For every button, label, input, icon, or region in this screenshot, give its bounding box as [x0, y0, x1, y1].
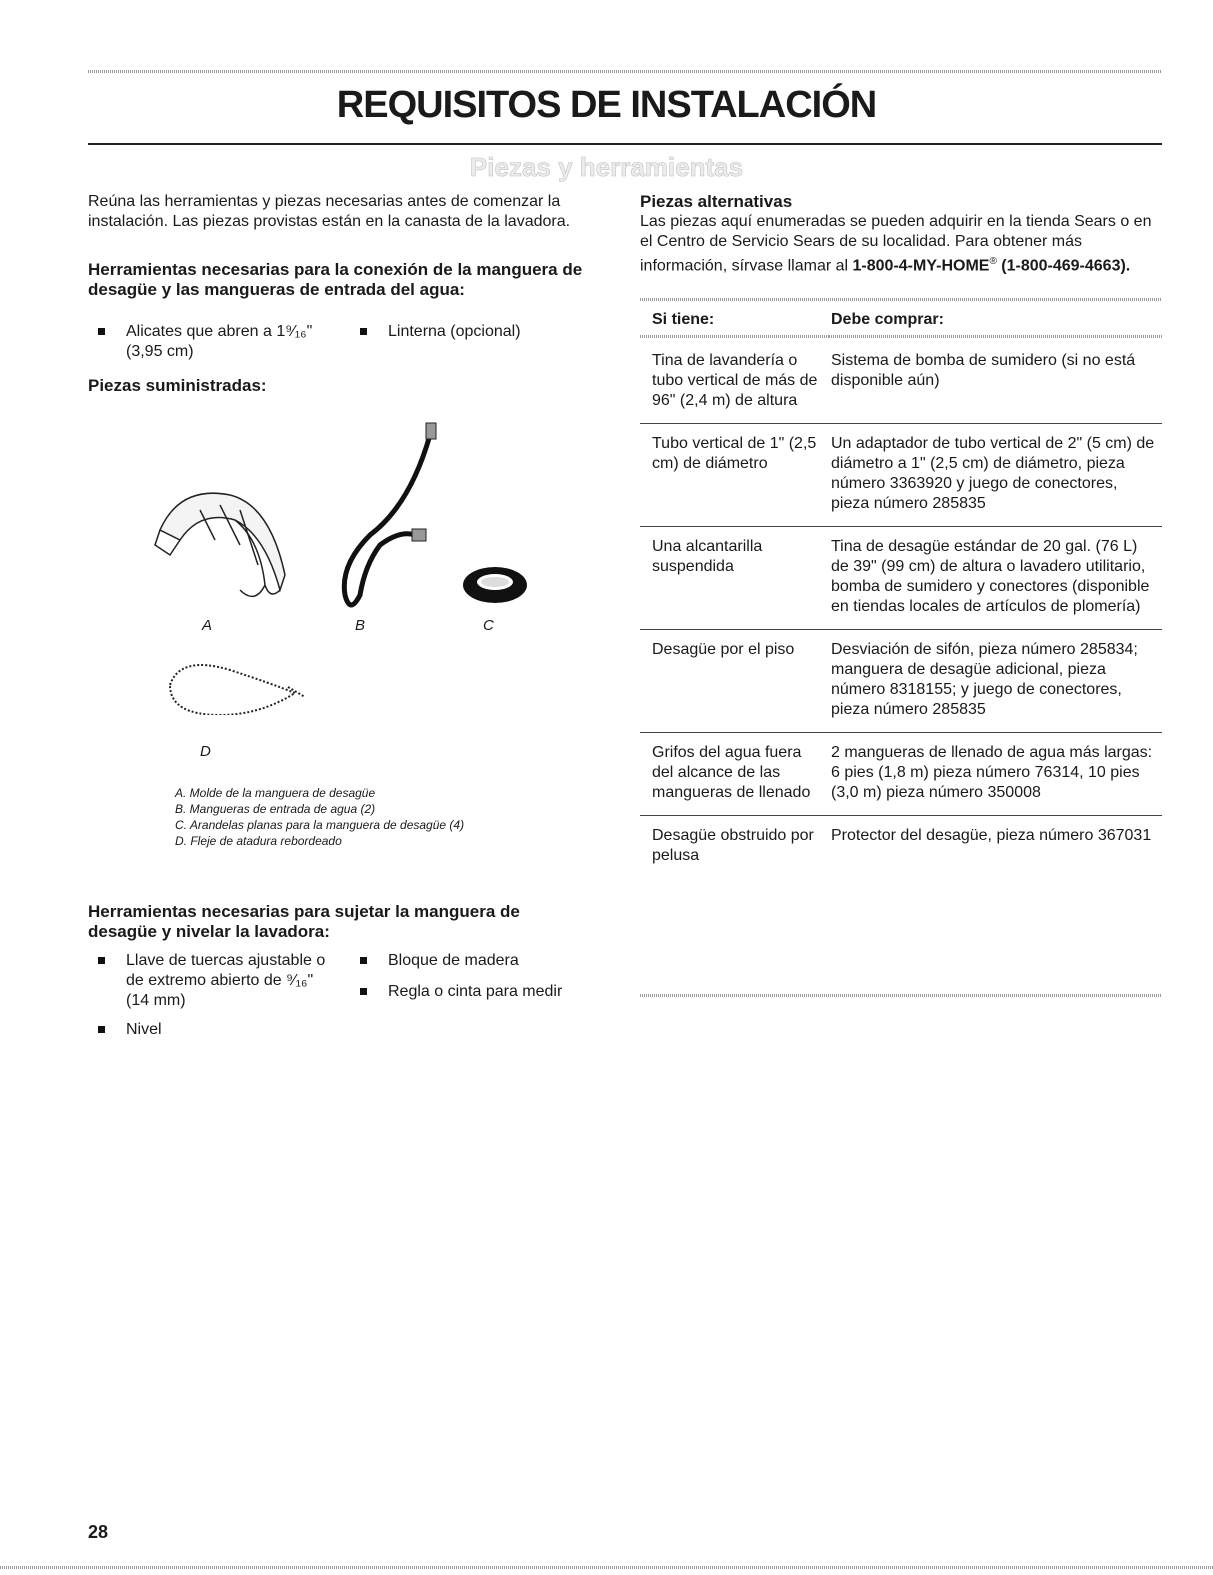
cell-have: Una alcantarilla suspendida: [640, 527, 829, 630]
page-title: REQUISITOS DE INSTALACIÓN: [336, 84, 877, 126]
bullet-icon: [98, 328, 105, 335]
caption-a: A. Molde de la manguera de desagüe: [175, 786, 376, 800]
parts-captions: [175, 785, 505, 849]
bottom-dotted-rule: [0, 1566, 1213, 1569]
caption-b: B. Mangueras de entrada de agua (2): [175, 802, 376, 816]
alt-parts-body: Las piezas aquí enumeradas se pueden adquirir en la tienda Sears o en el Centro de Servicio Sears de su localidad. Para obtener más información, sírvase llamar al: [640, 213, 1152, 275]
tools-heading-1: Herramientas necesarias para la conexión de la manguera de desagüe y las mangueras de entrada del agua:: [88, 260, 583, 299]
flat-washer-drawing: [463, 567, 527, 603]
table-row: [640, 733, 1162, 816]
header-have: Si tiene:: [640, 300, 829, 340]
tool-item-level: Nivel: [98, 1020, 298, 1040]
part-label-c: C: [483, 617, 494, 634]
part-label-d: D: [200, 743, 211, 760]
bullet-icon: [98, 957, 105, 964]
tool-item-flashlight: Linterna (opcional): [360, 322, 580, 342]
phone-number: 1-800-4-MY-HOME: [852, 257, 990, 275]
bullet-icon: [360, 957, 367, 964]
tools-heading-2: Herramientas necesarias para sujetar la manguera de desagüe y nivelar la lavadora:: [88, 902, 520, 941]
parts-illustration: [140, 415, 560, 715]
header-buy: Debe comprar:: [829, 300, 1162, 340]
parts-heading: Piezas suministradas:: [88, 376, 267, 395]
bullet-icon: [360, 328, 367, 335]
right-column: [640, 192, 1162, 276]
table-row: [640, 630, 1162, 733]
part-label-a: A: [202, 617, 213, 634]
tool-item-wrench: Llave de tuercas ajustable o de extremo abierto de ⁹⁄₁₆" (14 mm): [98, 951, 338, 1011]
alternative-parts-table: [640, 300, 1162, 878]
alt-parts-text: [640, 212, 1162, 276]
caption-c: C. Arandelas planas para la manguera de desagüe (4): [175, 818, 465, 832]
cell-have: Desagüe por el piso: [640, 630, 829, 733]
registered-mark: ®: [989, 256, 997, 267]
cell-have: Tubo vertical de 1" (2,5 cm) de diámetro: [640, 424, 829, 527]
table-row: [640, 424, 1162, 527]
cell-buy: Desviación de sifón, pieza número 285834; manguera de desagüe adicional, pieza número 8318155; y juego de conectores, pieza número 285835: [829, 630, 1162, 733]
title-rule: [88, 143, 1162, 145]
table-row: [640, 340, 1162, 424]
phone-number-digits: (1-800-469-4663).: [1001, 257, 1131, 275]
beaded-strap-drawing: [170, 665, 305, 715]
table-row: [640, 816, 1162, 879]
cell-buy: Protector del desagüe, pieza número 367031: [831, 827, 1152, 844]
table-header-row: [640, 300, 1162, 340]
tool-item-tape: Regla o cinta para medir: [360, 982, 620, 1002]
bullet-icon: [360, 988, 367, 995]
top-dotted-rule: [88, 70, 1162, 73]
cell-buy: Un adaptador de tubo vertical de 2" (5 cm) de diámetro a 1" (2,5 cm) de diámetro, pieza número 3363920 y juego de conectores, pieza número 285835: [829, 424, 1162, 527]
inlet-hose-drawing: [344, 423, 436, 605]
part-label-b: B: [355, 617, 366, 634]
cell-have: Tina de lavandería o tubo vertical de más de 96" (2,4 m) de altura: [640, 340, 829, 424]
section-heading: Piezas y herramientas: [469, 152, 744, 182]
left-column: [88, 192, 618, 300]
alt-parts-heading: Piezas alternativas: [640, 192, 793, 211]
page-number: 28: [88, 1522, 109, 1542]
cell-buy: Tina de desagüe estándar de 20 gal. (76 L) de 39" (99 cm) de altura o lavadero utilitario, bomba de sumidero y conectores (disponible en tiendas locales de artículos de plomería): [829, 527, 1162, 630]
cell-have: Desagüe obstruido por pelusa: [652, 827, 814, 864]
cell-buy: 2 mangueras de llenado de agua más largas: 6 pies (1,8 m) pieza número 76314, 10 pies (3,0 m) pieza número 350008: [829, 733, 1162, 816]
cell-buy: Sistema de bomba de sumidero (si no está disponible aún): [829, 340, 1162, 424]
drain-hose-form-drawing: [155, 493, 285, 596]
tool-item-pliers: Alicates que abren a 1⁹⁄₁₆" (3,95 cm): [98, 322, 318, 362]
cell-have: Grifos del agua fuera del alcance de las mangueras de llenado: [640, 733, 829, 816]
table-bottom-dotted-rule: [640, 994, 1162, 997]
intro-text: Reúna las herramientas y piezas necesarias antes de comenzar la instalación. Las piezas provistas están en la canasta de la lavadora.: [88, 193, 571, 230]
table-row: [640, 527, 1162, 630]
tool-item-wood-block: Bloque de madera: [360, 951, 600, 971]
bullet-icon: [98, 1026, 105, 1033]
caption-d: D. Fleje de atadura rebordeado: [175, 834, 342, 848]
